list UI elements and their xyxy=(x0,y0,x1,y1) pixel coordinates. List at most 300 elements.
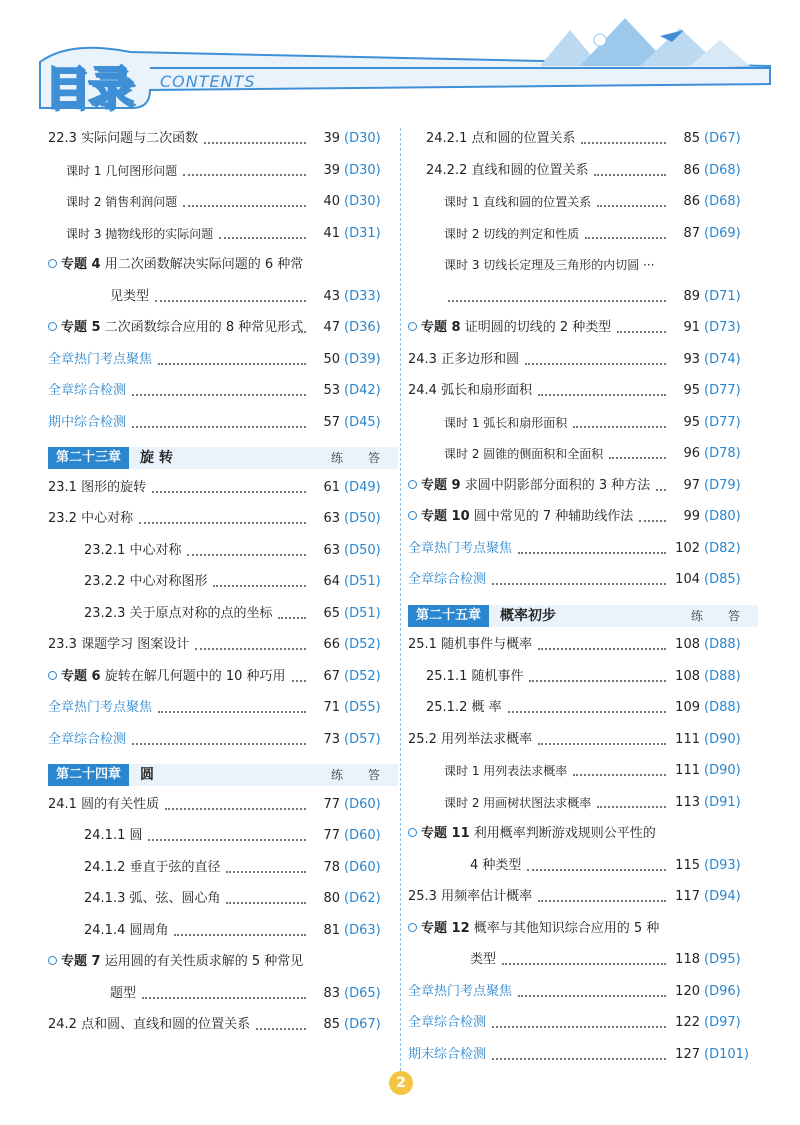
page-number: 66 xyxy=(323,637,340,652)
answer-page: (D60) xyxy=(344,796,381,812)
answer-page: (D45) xyxy=(344,414,381,430)
circle-bullet-icon xyxy=(408,511,417,520)
entry-label: 24.2.2 直线和圆的位置关系 xyxy=(426,162,589,178)
entry-title-continued: 见类型 xyxy=(110,288,150,304)
answer-page: (D60) xyxy=(344,828,381,843)
entry-label: 全章综合检测 xyxy=(48,383,127,398)
leader-dots xyxy=(538,380,666,402)
leader-dots xyxy=(508,697,666,719)
answer-page: (D101) xyxy=(704,1046,749,1062)
answer-page: (D71) xyxy=(704,288,741,304)
entry-label: 24.2.1 点和圆的位置关系 xyxy=(426,131,576,146)
answer-page: (D74) xyxy=(704,351,741,367)
page-number: 39 xyxy=(323,162,340,178)
answer-page: (D33) xyxy=(344,288,381,304)
entry-title-continued: 类型 xyxy=(470,952,497,967)
entry-label: 25.1.2 概 率 xyxy=(426,700,502,715)
chapter-number: 第二十五章 xyxy=(408,605,489,627)
special-topic-key: 专题 8 xyxy=(421,320,461,335)
answer-column-label: 答 xyxy=(368,451,381,465)
page-number: 111 xyxy=(675,731,700,747)
entry-title: 圆中常见的 7 种辅助线作法 xyxy=(473,509,634,524)
entry-label: 24.3 正多边形和圆 xyxy=(408,351,520,367)
page-number: 53 xyxy=(323,383,340,398)
leader-dots xyxy=(538,729,666,751)
leader-dots xyxy=(594,160,666,182)
page-number: 57 xyxy=(323,414,340,430)
page-number: 122 xyxy=(675,1015,700,1030)
answer-page: (D91) xyxy=(704,794,741,810)
entry-label: 23.2.3 关于原点对称的点的坐标 xyxy=(84,605,273,621)
toc-entry[interactable] xyxy=(408,223,758,245)
toc-entry[interactable] xyxy=(48,540,398,562)
page-number: 91 xyxy=(683,320,700,335)
leader-dots xyxy=(518,538,666,560)
leader-dots xyxy=(518,981,666,1003)
entry-continuation xyxy=(408,286,758,308)
special-topic-entry[interactable] xyxy=(48,666,398,688)
leader-dots xyxy=(148,825,306,847)
answer-page: (D88) xyxy=(704,668,741,684)
entry-label: 全章热门考点聚焦 xyxy=(48,351,153,367)
page-number: 40 xyxy=(323,194,340,209)
page-number: 87 xyxy=(683,225,700,241)
leader-dots xyxy=(152,477,306,499)
special-topic-key: 专题 6 xyxy=(61,668,101,684)
answer-page: (D49) xyxy=(344,479,381,495)
leader-dots xyxy=(492,1012,666,1034)
page-number: 39 xyxy=(323,131,340,146)
chapter-name: 旋 转 xyxy=(140,450,173,466)
page-header xyxy=(0,0,800,120)
entry-label: 全章热门考点聚焦 xyxy=(48,700,153,715)
circle-bullet-icon xyxy=(408,828,417,837)
page-number: 120 xyxy=(675,983,700,999)
leader-dots xyxy=(219,223,306,245)
page-number: 80 xyxy=(323,891,340,906)
answer-page: (D78) xyxy=(704,446,741,461)
special-topic-entry[interactable] xyxy=(408,918,758,940)
answer-page: (D85) xyxy=(704,572,741,587)
circle-bullet-icon xyxy=(48,322,57,331)
entry-label: 课时 3 切线长定理及三角形的内切圆 ··· xyxy=(444,258,655,272)
answer-page: (D97) xyxy=(704,1015,741,1030)
leader-dots xyxy=(525,349,666,371)
entry-title: 证明圆的切线的 2 种类型 xyxy=(464,320,612,335)
toc-entry[interactable] xyxy=(408,792,758,814)
entry-title: 旋转在解几何题中的 10 种巧用 xyxy=(104,668,286,684)
answer-page: (D73) xyxy=(704,320,741,335)
review-entry[interactable] xyxy=(48,380,398,402)
entry-label: 23.3 课题学习 图案设计 xyxy=(48,637,190,652)
toc-entry[interactable] xyxy=(48,794,398,816)
toc-entry[interactable] xyxy=(48,888,398,910)
leader-dots xyxy=(278,603,306,625)
page-number: 81 xyxy=(323,922,340,938)
toc-entry[interactable] xyxy=(48,160,398,182)
toc-entry[interactable] xyxy=(408,697,758,719)
toc-entry[interactable] xyxy=(48,634,398,656)
page-number: 104 xyxy=(675,572,700,587)
page-number: 108 xyxy=(675,668,700,684)
entry-title-continued: 4 种类型 xyxy=(470,857,522,873)
circle-bullet-icon xyxy=(408,480,417,489)
leader-dots xyxy=(195,634,306,656)
entry-label xyxy=(48,666,286,688)
leader-dots xyxy=(226,888,306,910)
special-topic-entry[interactable] xyxy=(408,823,758,845)
answer-page: (D51) xyxy=(344,574,381,589)
leader-dots xyxy=(142,983,306,1005)
leader-dots xyxy=(132,729,306,751)
answer-page: (D55) xyxy=(344,700,381,715)
entry-label: 全章综合检测 xyxy=(408,572,487,587)
page-number: 83 xyxy=(323,985,340,1001)
practice-column-label: 练 xyxy=(331,768,344,782)
answer-page: (D52) xyxy=(344,637,381,652)
leader-dots xyxy=(174,920,306,942)
review-entry[interactable] xyxy=(408,538,758,560)
entry-label: 课时 2 切线的判定和性质 xyxy=(444,226,580,241)
entry-label: 课时 2 用画树状图法求概率 xyxy=(444,795,592,810)
toc-entry[interactable] xyxy=(48,191,398,213)
page-number: 67 xyxy=(323,668,340,684)
answer-page: (D80) xyxy=(704,509,741,524)
leader-dots xyxy=(502,949,666,971)
review-entry[interactable] xyxy=(48,412,398,434)
special-topic-entry[interactable] xyxy=(48,951,398,973)
answer-page: (D30) xyxy=(344,131,381,146)
entry-label: 课时 2 销售利润问题 xyxy=(66,195,178,209)
review-entry[interactable] xyxy=(408,569,758,591)
toc-entry[interactable] xyxy=(408,349,758,371)
entry-label: 全章综合检测 xyxy=(408,1015,487,1030)
chapter-name: 概率初步 xyxy=(500,607,556,624)
page-number: 117 xyxy=(675,889,700,904)
review-entry[interactable] xyxy=(408,981,758,1003)
special-topic-key: 专题 7 xyxy=(61,954,101,969)
leader-dots xyxy=(448,286,666,308)
entry-label: 课时 1 弧长和扇形面积 xyxy=(444,415,568,430)
leader-dots xyxy=(183,191,306,213)
toc-entry[interactable] xyxy=(408,160,758,182)
entry-label xyxy=(408,918,659,940)
special-topic-entry[interactable] xyxy=(48,254,398,276)
practice-column-label: 练 xyxy=(691,608,704,623)
answer-page: (D60) xyxy=(344,859,381,875)
entry-label: 24.4 弧长和扇形面积 xyxy=(408,383,533,398)
leader-dots xyxy=(656,475,666,497)
page-number: 63 xyxy=(323,542,340,558)
page-number: 78 xyxy=(323,859,340,875)
toc-entry[interactable] xyxy=(408,412,758,434)
review-entry[interactable] xyxy=(48,349,398,371)
page-number: 108 xyxy=(675,637,700,652)
circle-bullet-icon xyxy=(408,923,417,932)
entry-label: 24.1.4 圆周角 xyxy=(84,922,169,938)
leader-dots xyxy=(617,317,666,339)
answer-page: (D93) xyxy=(704,857,741,873)
toc-entry[interactable] xyxy=(48,223,398,245)
entry-label: 23.1 图形的旋转 xyxy=(48,479,147,495)
entry-continuation xyxy=(48,983,398,1005)
leader-dots xyxy=(226,857,306,879)
answer-page: (D88) xyxy=(704,637,741,652)
entry-label: 课时 1 直线和圆的位置关系 xyxy=(444,195,592,209)
review-entry[interactable] xyxy=(48,697,398,719)
page-number: 50 xyxy=(323,351,340,367)
page-number: 64 xyxy=(323,574,340,589)
page-number: 73 xyxy=(323,731,340,747)
page-number: 77 xyxy=(323,796,340,812)
page-number: 95 xyxy=(683,383,700,398)
leader-dots xyxy=(183,160,306,182)
special-topic-key: 专题 12 xyxy=(421,920,470,936)
toc-entry[interactable] xyxy=(48,477,398,499)
leader-dots xyxy=(158,349,306,371)
entry-label: 25.1.1 随机事件 xyxy=(426,668,524,684)
entry-label: 期中综合检测 xyxy=(48,414,127,430)
entry-label: 25.3 用频率估计概率 xyxy=(408,889,533,904)
entry-label xyxy=(408,317,611,339)
leader-dots xyxy=(204,128,306,150)
answer-page: (D77) xyxy=(704,383,741,398)
column-divider xyxy=(400,128,401,1076)
leader-dots xyxy=(298,317,306,339)
entry-continuation xyxy=(408,855,758,877)
leader-dots xyxy=(213,571,306,593)
entry-label xyxy=(48,951,303,973)
entry-label: 课时 1 用列表法求概率 xyxy=(444,764,568,778)
toc-entry[interactable] xyxy=(408,634,758,656)
page-number: 111 xyxy=(675,763,700,778)
entry-label: 全章热门考点聚焦 xyxy=(408,540,513,556)
page-number: 43 xyxy=(323,288,340,304)
answer-page: (D68) xyxy=(704,162,741,178)
answer-page: (D50) xyxy=(344,511,381,526)
answer-page: (D90) xyxy=(704,763,741,778)
answer-page: (D63) xyxy=(344,922,381,938)
toc-entry[interactable] xyxy=(48,571,398,593)
leader-dots xyxy=(529,666,666,688)
page-number: 63 xyxy=(323,511,340,526)
entry-label xyxy=(48,317,303,339)
entry-title: 求圆中阴影部分面积的 3 种方法 xyxy=(464,477,651,493)
page-number: 85 xyxy=(683,131,700,146)
answer-page: (D39) xyxy=(344,351,381,367)
practice-column-label: 练 xyxy=(331,451,344,465)
page-number: 2 xyxy=(389,1071,413,1095)
leader-dots xyxy=(139,508,306,530)
special-topic-key: 专题 5 xyxy=(61,320,101,335)
answer-page: (D51) xyxy=(344,605,381,621)
toc-entry[interactable] xyxy=(48,1014,398,1036)
entry-label: 23.2 中心对称 xyxy=(48,511,134,526)
toc-entry[interactable] xyxy=(48,825,398,847)
special-topic-entry[interactable] xyxy=(408,506,758,528)
special-topic-key: 专题 9 xyxy=(421,477,461,493)
contents-title: 目录 xyxy=(44,61,132,115)
chapter-number: 第二十三章 xyxy=(48,447,129,469)
toc-entry[interactable] xyxy=(408,191,758,213)
answer-page: (D82) xyxy=(704,540,741,556)
answer-page: (D65) xyxy=(344,985,381,1001)
leader-dots xyxy=(155,286,306,308)
entry-label xyxy=(48,254,303,276)
leader-dots xyxy=(581,128,666,150)
entry-title: 用二次函数解决实际问题的 6 种常 xyxy=(104,257,304,272)
leader-dots xyxy=(292,666,306,688)
contents-subtitle: CONTENTS xyxy=(160,72,256,91)
entry-label: 22.3 实际问题与二次函数 xyxy=(48,131,199,146)
leader-dots xyxy=(609,443,666,465)
entry-label: 24.2 点和圆、直线和圆的位置关系 xyxy=(48,1017,251,1032)
review-entry[interactable] xyxy=(408,1044,758,1066)
chapter-header xyxy=(48,764,398,786)
circle-bullet-icon xyxy=(48,259,57,268)
answer-page: (D30) xyxy=(344,162,381,178)
answer-page: (D79) xyxy=(704,477,741,493)
entry-label: 24.1.1 圆 xyxy=(84,828,143,843)
answer-page: (D67) xyxy=(704,131,741,146)
answer-page: (D50) xyxy=(344,542,381,558)
special-topic-entry[interactable] xyxy=(408,475,758,497)
leader-dots xyxy=(538,634,666,656)
leader-dots xyxy=(573,760,666,782)
page-number: 95 xyxy=(683,414,700,430)
leader-dots xyxy=(256,1014,306,1036)
toc-entry[interactable] xyxy=(408,666,758,688)
page-number: 86 xyxy=(683,162,700,178)
entry-title: 概率与其他知识综合应用的 5 种 xyxy=(473,920,660,936)
page-number: 65 xyxy=(323,605,340,621)
special-topic-key: 专题 4 xyxy=(61,257,101,272)
entry-label xyxy=(408,823,656,845)
entry-title: 利用概率判断游戏规则公平性的 xyxy=(473,826,656,841)
leader-dots xyxy=(527,855,666,877)
entry-continuation xyxy=(48,286,398,308)
circle-bullet-icon xyxy=(48,956,57,965)
leader-dots xyxy=(639,506,666,528)
chapter-name: 圆 xyxy=(140,767,154,783)
toc-entry[interactable] xyxy=(48,857,398,879)
answer-page: (D30) xyxy=(344,194,381,209)
answer-page: (D90) xyxy=(704,731,741,747)
entry-continuation xyxy=(408,949,758,971)
answer-column-label: 答 xyxy=(728,608,741,623)
special-topic-entry[interactable] xyxy=(48,317,398,339)
special-topic-key: 专题 10 xyxy=(421,509,470,524)
chapter-header xyxy=(48,447,398,469)
toc-entry[interactable] xyxy=(48,603,398,625)
review-entry[interactable] xyxy=(408,1012,758,1034)
page-number: 118 xyxy=(675,952,700,967)
page-number: 93 xyxy=(683,351,700,367)
entry-label: 23.2.2 中心对称图形 xyxy=(84,574,208,589)
circle-bullet-icon xyxy=(408,322,417,331)
answer-page: (D57) xyxy=(344,731,381,747)
page-number: 96 xyxy=(683,446,700,461)
page-number: 127 xyxy=(675,1046,700,1062)
page-number: 61 xyxy=(323,479,340,495)
page-number: 109 xyxy=(675,700,700,715)
chapter-number: 第二十四章 xyxy=(48,764,129,786)
special-topic-entry[interactable] xyxy=(408,317,758,339)
leader-dots xyxy=(132,380,306,402)
leader-dots xyxy=(158,697,306,719)
entry-label: 24.1.3 弧、弦、圆心角 xyxy=(84,891,221,906)
leader-dots xyxy=(597,792,666,814)
entry-label: 课时 2 圆锥的侧面积和全面积 xyxy=(444,447,604,461)
leader-dots xyxy=(538,886,666,908)
toc-entry[interactable] xyxy=(408,128,758,150)
page-number: 89 xyxy=(683,288,700,304)
answer-page: (D95) xyxy=(704,952,741,967)
special-topic-key: 专题 11 xyxy=(421,826,470,841)
leader-dots xyxy=(597,191,666,213)
entry-label: 全章综合检测 xyxy=(48,731,127,747)
review-entry[interactable] xyxy=(48,729,398,751)
entry-label xyxy=(408,475,650,497)
entry-label: 23.2.1 中心对称 xyxy=(84,542,182,558)
chapter-header xyxy=(408,605,758,627)
entry-label: 25.1 随机事件与概率 xyxy=(408,637,533,652)
leader-dots xyxy=(573,412,666,434)
toc-entry[interactable] xyxy=(48,920,398,942)
answer-page: (D67) xyxy=(344,1017,381,1032)
entry-label: 课时 3 抛物线形的实际问题 xyxy=(66,226,214,241)
toc-entry[interactable] xyxy=(48,508,398,530)
page-number: 99 xyxy=(683,509,700,524)
page-number: 113 xyxy=(675,794,700,810)
entry-label: 24.1.2 垂直于弦的直径 xyxy=(84,859,221,875)
entry-label: 全章热门考点聚焦 xyxy=(408,983,513,999)
leader-dots xyxy=(132,412,306,434)
page-number: 97 xyxy=(683,477,700,493)
answer-page: (D36) xyxy=(344,320,381,335)
page-number: 77 xyxy=(323,828,340,843)
answer-page: (D68) xyxy=(704,194,741,209)
answer-page: (D62) xyxy=(344,891,381,906)
circle-bullet-icon xyxy=(48,671,57,680)
page-number: 71 xyxy=(323,700,340,715)
toc-entry[interactable] xyxy=(48,128,398,150)
leader-dots xyxy=(187,540,306,562)
toc-entry[interactable] xyxy=(408,443,758,465)
answer-page: (D77) xyxy=(704,414,741,430)
entry-label: 24.1 圆的有关性质 xyxy=(48,796,160,812)
answer-column-label: 答 xyxy=(368,768,381,782)
leader-dots xyxy=(492,569,666,591)
answer-page: (D88) xyxy=(704,700,741,715)
toc-entry[interactable] xyxy=(408,380,758,402)
page-number: 115 xyxy=(675,857,700,873)
entry-title: 运用圆的有关性质求解的 5 种常见 xyxy=(104,954,304,969)
answer-page: (D31) xyxy=(344,225,381,241)
entry-label: 课时 1 几何图形问题 xyxy=(66,163,178,178)
entry-title: 二次函数综合应用的 8 种常见形式 xyxy=(104,320,304,335)
toc-entry[interactable] xyxy=(408,254,758,276)
toc-entry[interactable] xyxy=(408,760,758,782)
entry-label: 25.2 用列举法求概率 xyxy=(408,731,533,747)
answer-page: (D94) xyxy=(704,889,741,904)
toc-entry[interactable] xyxy=(408,729,758,751)
entry-label xyxy=(408,506,633,528)
answer-page: (D69) xyxy=(704,225,741,241)
leader-dots xyxy=(165,794,306,816)
toc-entry[interactable] xyxy=(408,886,758,908)
page-number: 85 xyxy=(323,1017,340,1032)
